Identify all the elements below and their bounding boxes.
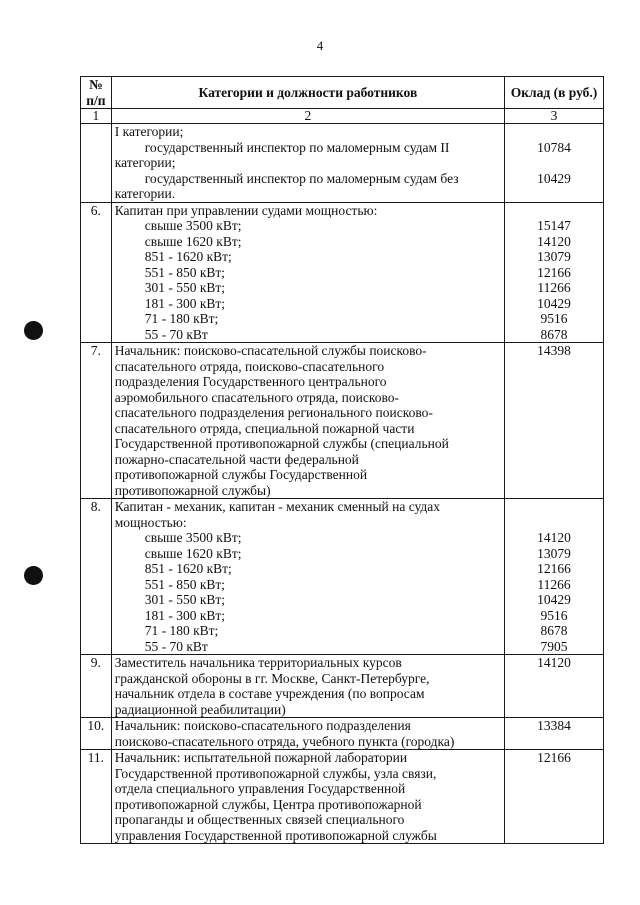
header-num: № п/п	[81, 77, 112, 109]
salary-value	[508, 186, 600, 202]
category-line: отдела специального управления Государственной	[114, 781, 406, 796]
category-line: 851 - 1620 кВт;	[144, 561, 232, 576]
category-line: пожарно-спасательной части федеральной	[114, 451, 359, 467]
row-number: 11.	[81, 750, 112, 844]
category-line: 181 - 300 кВт;	[144, 607, 226, 623]
table-row	[81, 750, 604, 844]
salary-value: 11266	[537, 576, 571, 592]
category-line: мощностью:	[114, 514, 187, 530]
category-cell	[111, 750, 504, 844]
table-row	[81, 202, 604, 343]
row-number: 7.	[81, 343, 112, 499]
header-row	[81, 77, 604, 109]
category-line: Заместитель начальника территориальных курсов	[114, 655, 402, 670]
row-number: 6.	[81, 202, 112, 343]
salary-cell	[505, 655, 604, 718]
category-line: Начальник: испытательной пожарной лаборатории	[114, 750, 408, 765]
salary-value	[508, 781, 600, 797]
salary-value: 10429	[537, 592, 571, 607]
salary-value: 10429	[537, 170, 571, 186]
salary-value: 14398	[537, 343, 571, 358]
salary-value	[508, 203, 600, 219]
salary-value	[508, 390, 600, 406]
column-number-row	[81, 109, 604, 124]
salary-value	[508, 515, 600, 531]
salary-value	[508, 828, 600, 844]
category-cell	[111, 718, 504, 750]
category-line: 181 - 300 кВт;	[144, 295, 226, 311]
category-line: противопожарной службы, Центра противопожарной	[114, 796, 422, 812]
salary-value: 10429	[537, 295, 571, 311]
table-body	[81, 124, 604, 844]
category-cell	[111, 124, 504, 203]
salary-value	[508, 812, 600, 828]
category-line: свыше 3500 кВт;	[144, 530, 242, 545]
category-line: 71 - 180 кВт;	[144, 623, 219, 638]
row-number: 8.	[81, 499, 112, 655]
salary-value	[508, 671, 600, 687]
category-line: категории.	[114, 186, 176, 201]
category-line: Государственной противопожарной службы, узла связи,	[114, 765, 437, 781]
salary-value: 9516	[540, 311, 568, 326]
salary-value: 14120	[537, 655, 571, 670]
category-line: свыше 1620 кВт;	[144, 233, 242, 249]
punch-hole-bottom	[24, 566, 43, 585]
category-line: управления Государственной противопожарной службы	[114, 827, 437, 843]
salary-value: 14120	[537, 233, 571, 249]
salary-cell	[505, 750, 604, 844]
row-number: 10.	[81, 718, 112, 750]
category-line: подразделения Государственного центрального	[114, 374, 387, 389]
category-line: противопожарной службы)	[114, 482, 271, 498]
category-line: спасательного отряда, поисково-спасательного	[114, 358, 385, 374]
category-line: свыше 3500 кВт;	[144, 218, 242, 233]
salary-value: 15147	[537, 218, 571, 233]
salary-value: 10784	[537, 139, 571, 155]
category-line: государственный инспектор по маломерным судам II	[144, 139, 450, 155]
salary-value	[508, 452, 600, 468]
category-cell	[111, 343, 504, 499]
category-line: спасательного отряда, специальной пожарной части	[114, 420, 415, 436]
category-line: аэромобильного спасательного отряда, поисково-	[114, 389, 399, 405]
category-line: 301 - 550 кВт;	[144, 592, 226, 607]
category-cell	[111, 499, 504, 655]
salary-value	[508, 766, 600, 782]
salary-table	[80, 76, 604, 844]
salary-value: 13079	[537, 545, 571, 561]
salary-value	[508, 405, 600, 421]
category-line: 55 - 70 кВт	[144, 638, 208, 654]
salary-cell	[505, 718, 604, 750]
table-row	[81, 343, 604, 499]
salary-value	[508, 155, 600, 171]
category-line: Государственной противопожарной службы (специальной	[114, 436, 449, 451]
salary-value: 9516	[540, 607, 568, 623]
category-line: свыше 1620 кВт;	[144, 545, 242, 561]
table-row	[81, 655, 604, 718]
salary-value	[508, 499, 600, 515]
salary-value	[508, 124, 600, 140]
category-cell	[111, 202, 504, 343]
salary-value: 8678	[540, 326, 568, 342]
salary-value	[508, 797, 600, 813]
column-number-1: 1	[81, 109, 112, 124]
salary-value: 12166	[537, 561, 571, 576]
category-line: 551 - 850 кВт;	[144, 576, 226, 592]
page-number: 4	[316, 38, 324, 53]
row-number: 9.	[81, 655, 112, 718]
column-number-2: 2	[111, 109, 504, 124]
category-line: 551 - 850 кВт;	[144, 264, 226, 280]
salary-cell	[505, 499, 604, 655]
header-category: Категории и должности работников	[111, 77, 504, 109]
category-line: противопожарной службы Государственной	[114, 467, 368, 482]
category-line: гражданской обороны в гг. Москве, Санкт-Петербурге,	[114, 670, 430, 686]
salary-value	[508, 686, 600, 702]
category-cell	[111, 655, 504, 718]
salary-value: 7905	[540, 638, 568, 654]
salary-cell	[505, 343, 604, 499]
category-line: пропаганды и общественных связей специального	[114, 812, 405, 827]
salary-value	[508, 483, 600, 499]
category-line: 851 - 1620 кВт;	[144, 249, 232, 264]
category-line: 71 - 180 кВт;	[144, 311, 219, 326]
category-line: спасательного подразделения регионального поисково-	[114, 405, 433, 420]
category-line: начальник отдела в составе учреждения (по вопросам	[114, 686, 425, 701]
salary-value	[508, 734, 600, 750]
table-row	[81, 124, 604, 203]
salary-value	[508, 359, 600, 375]
salary-value: 13079	[537, 249, 571, 264]
salary-value: 11266	[537, 280, 571, 295]
salary-value	[508, 467, 600, 483]
salary-value	[508, 436, 600, 452]
salary-value: 12166	[537, 264, 571, 280]
salary-value: 14120	[537, 530, 571, 545]
salary-value: 8678	[540, 623, 568, 638]
salary-cell	[505, 202, 604, 343]
category-line: Капитан при управлении судами мощностью:	[114, 202, 378, 218]
category-line: категории;	[114, 155, 176, 170]
row-number	[81, 124, 112, 203]
category-line: Капитан - механик, капитан - механик сменный на судах	[114, 499, 441, 514]
salary-value: 12166	[537, 750, 571, 765]
category-line: государственный инспектор по маломерным судам без	[144, 170, 459, 186]
salary-cell	[505, 124, 604, 203]
salary-value	[508, 421, 600, 437]
category-line: 301 - 550 кВт;	[144, 280, 226, 295]
table-row	[81, 718, 604, 750]
category-line: 55 - 70 кВт	[144, 326, 208, 342]
table-row	[81, 499, 604, 655]
header-salary: Оклад (в руб.)	[505, 77, 604, 109]
category-line: Начальник: поисково-спасательного подразделения	[114, 718, 411, 733]
column-number-3: 3	[505, 109, 604, 124]
category-line: радиационной реабилитации)	[114, 701, 286, 717]
category-line: Начальник: поисково-спасательной службы поисково-	[114, 343, 427, 358]
salary-value: 13384	[537, 718, 571, 733]
salary-value	[508, 374, 600, 390]
category-line: поисково-спасательного отряда, учебного пункта (городка)	[114, 733, 455, 749]
category-line: I категории;	[114, 124, 184, 139]
salary-value	[508, 702, 600, 718]
punch-hole-top	[24, 321, 43, 340]
